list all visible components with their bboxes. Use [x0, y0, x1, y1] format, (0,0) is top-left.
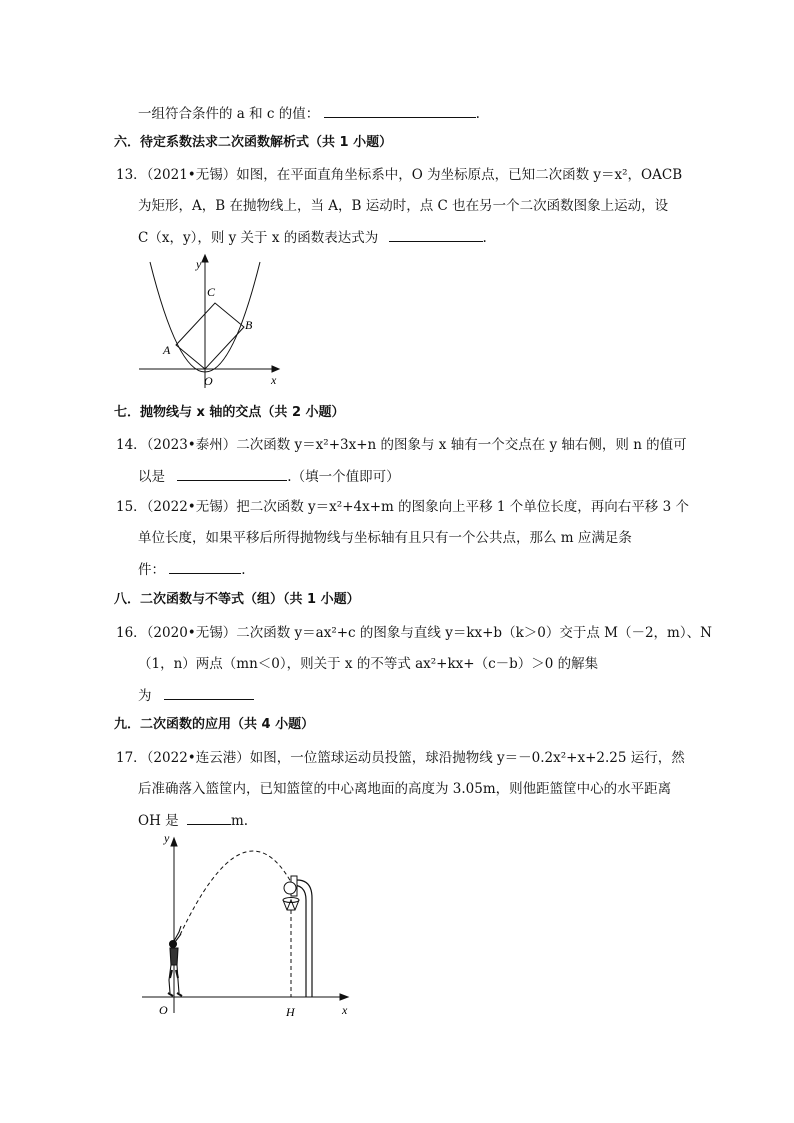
- x-axis-arrow: [340, 994, 348, 1000]
- answer-blank[interactable]: [324, 103, 476, 118]
- answer-blank[interactable]: [177, 466, 287, 481]
- q13-B-label: B: [245, 318, 253, 332]
- y-axis-arrow: [171, 838, 177, 846]
- section-heading-7: 七．抛物线与 x 轴的交点（共 2 小题）: [114, 405, 345, 420]
- q17-y-label: y: [164, 831, 170, 845]
- q17-line-2: 后准确落入篮筐内，已知篮筐的中心离地面的高度为 3.05m，则他距篮筐中心的水平距离: [138, 781, 672, 797]
- ball-trajectory: [180, 851, 291, 935]
- q17-figure: [134, 830, 364, 1025]
- q17-line-1: 17．（2022•连云港）如图，一位篮球运动员投篮，球沿抛物线 y＝－0.2x²+x+2.25 运行，然: [116, 750, 685, 766]
- q13-y-label: y: [196, 257, 202, 271]
- q16-line-3-text: 为: [138, 688, 152, 704]
- q17-line-3-end: m.: [230, 813, 249, 829]
- period: .: [475, 106, 480, 122]
- q14-line-2: [138, 466, 400, 487]
- basketball-player: [168, 926, 182, 996]
- q14-line-1: 14．（2023•泰州）二次函数 y＝x²+3x+n 的图象与 x 轴有一个交点在 y 轴右侧，则 n 的值可: [116, 437, 687, 453]
- q16-line-2: （1，n）两点（mn＜0），则关于 x 的不等式 ax²+kx+（c－b）＞0 的解集: [138, 656, 599, 672]
- q17-x-label: x: [342, 1003, 348, 1017]
- hoop-pole-outer: [297, 880, 312, 997]
- answer-blank[interactable]: [389, 227, 483, 242]
- q16-line-1: 16．（2020•无锡）二次函数 y＝ax²+c 的图象与直线 y＝kx+b（k＞0）交于点 M（－2，m）、N: [116, 625, 712, 641]
- q17-line-3: [138, 810, 248, 831]
- section-heading-9: 九．二次函数的应用（共 4 小题）: [114, 717, 315, 732]
- continued-question-line: [138, 103, 480, 124]
- section-heading-6: 六．待定系数法求二次函数解析式（共 1 小题）: [114, 135, 393, 150]
- q15-line-1: 15．（2022•无锡）把二次函数 y＝x²+4x+m 的图象向上平移 1 个单位长度，再向右平移 3 个: [116, 499, 689, 515]
- q13-x-label: x: [271, 373, 277, 387]
- basketball: [284, 882, 296, 894]
- q13-figure: [134, 252, 294, 392]
- continued-question-text: 一组符合条件的 a 和 c 的值：: [138, 106, 320, 122]
- q15-line-2: 单位长度，如果平移后所得抛物线与坐标轴有且只有一个公共点，那么 m 应满足条: [138, 530, 632, 546]
- answer-blank[interactable]: [164, 685, 254, 700]
- q13-origin-label: O: [204, 374, 213, 388]
- q13-C-label: C: [207, 285, 216, 299]
- hoop-net: [283, 900, 299, 910]
- q17-line-3-start: OH 是: [138, 813, 179, 829]
- q15-line-3: [138, 559, 246, 580]
- y-axis-arrow: [202, 255, 208, 262]
- answer-blank[interactable]: [187, 810, 231, 825]
- q17-origin-label: O: [159, 1003, 168, 1017]
- q14-line-2-start: 以是: [138, 469, 165, 485]
- period: .: [482, 230, 487, 246]
- q13-line-3: [138, 227, 487, 248]
- q17-H-label: H: [286, 1005, 295, 1019]
- q13-A-label: A: [163, 343, 171, 357]
- q15-line-3-text: 件：: [138, 562, 165, 578]
- q13-line-1: 13．（2021•无锡）如图，在平面直角坐标系中，O 为坐标原点，已知二次函数 y＝x²，OACB: [116, 167, 683, 183]
- section-heading-8: 八．二次函数与不等式（组）（共 1 小题）: [114, 592, 360, 607]
- answer-blank[interactable]: [169, 559, 241, 574]
- period: .: [241, 562, 246, 578]
- x-axis-arrow: [272, 366, 279, 372]
- q13-line-3-text: C（x，y），则 y 关于 x 的函数表达式为: [138, 230, 379, 246]
- q14-line-2-end: .（填一个值即可）: [287, 469, 400, 485]
- q13-line-2: 为矩形，A，B 在抛物线上，当 A，B 运动时，点 C 也在另一个二次函数图象上运动，设: [138, 198, 669, 214]
- q16-line-3: [138, 685, 254, 706]
